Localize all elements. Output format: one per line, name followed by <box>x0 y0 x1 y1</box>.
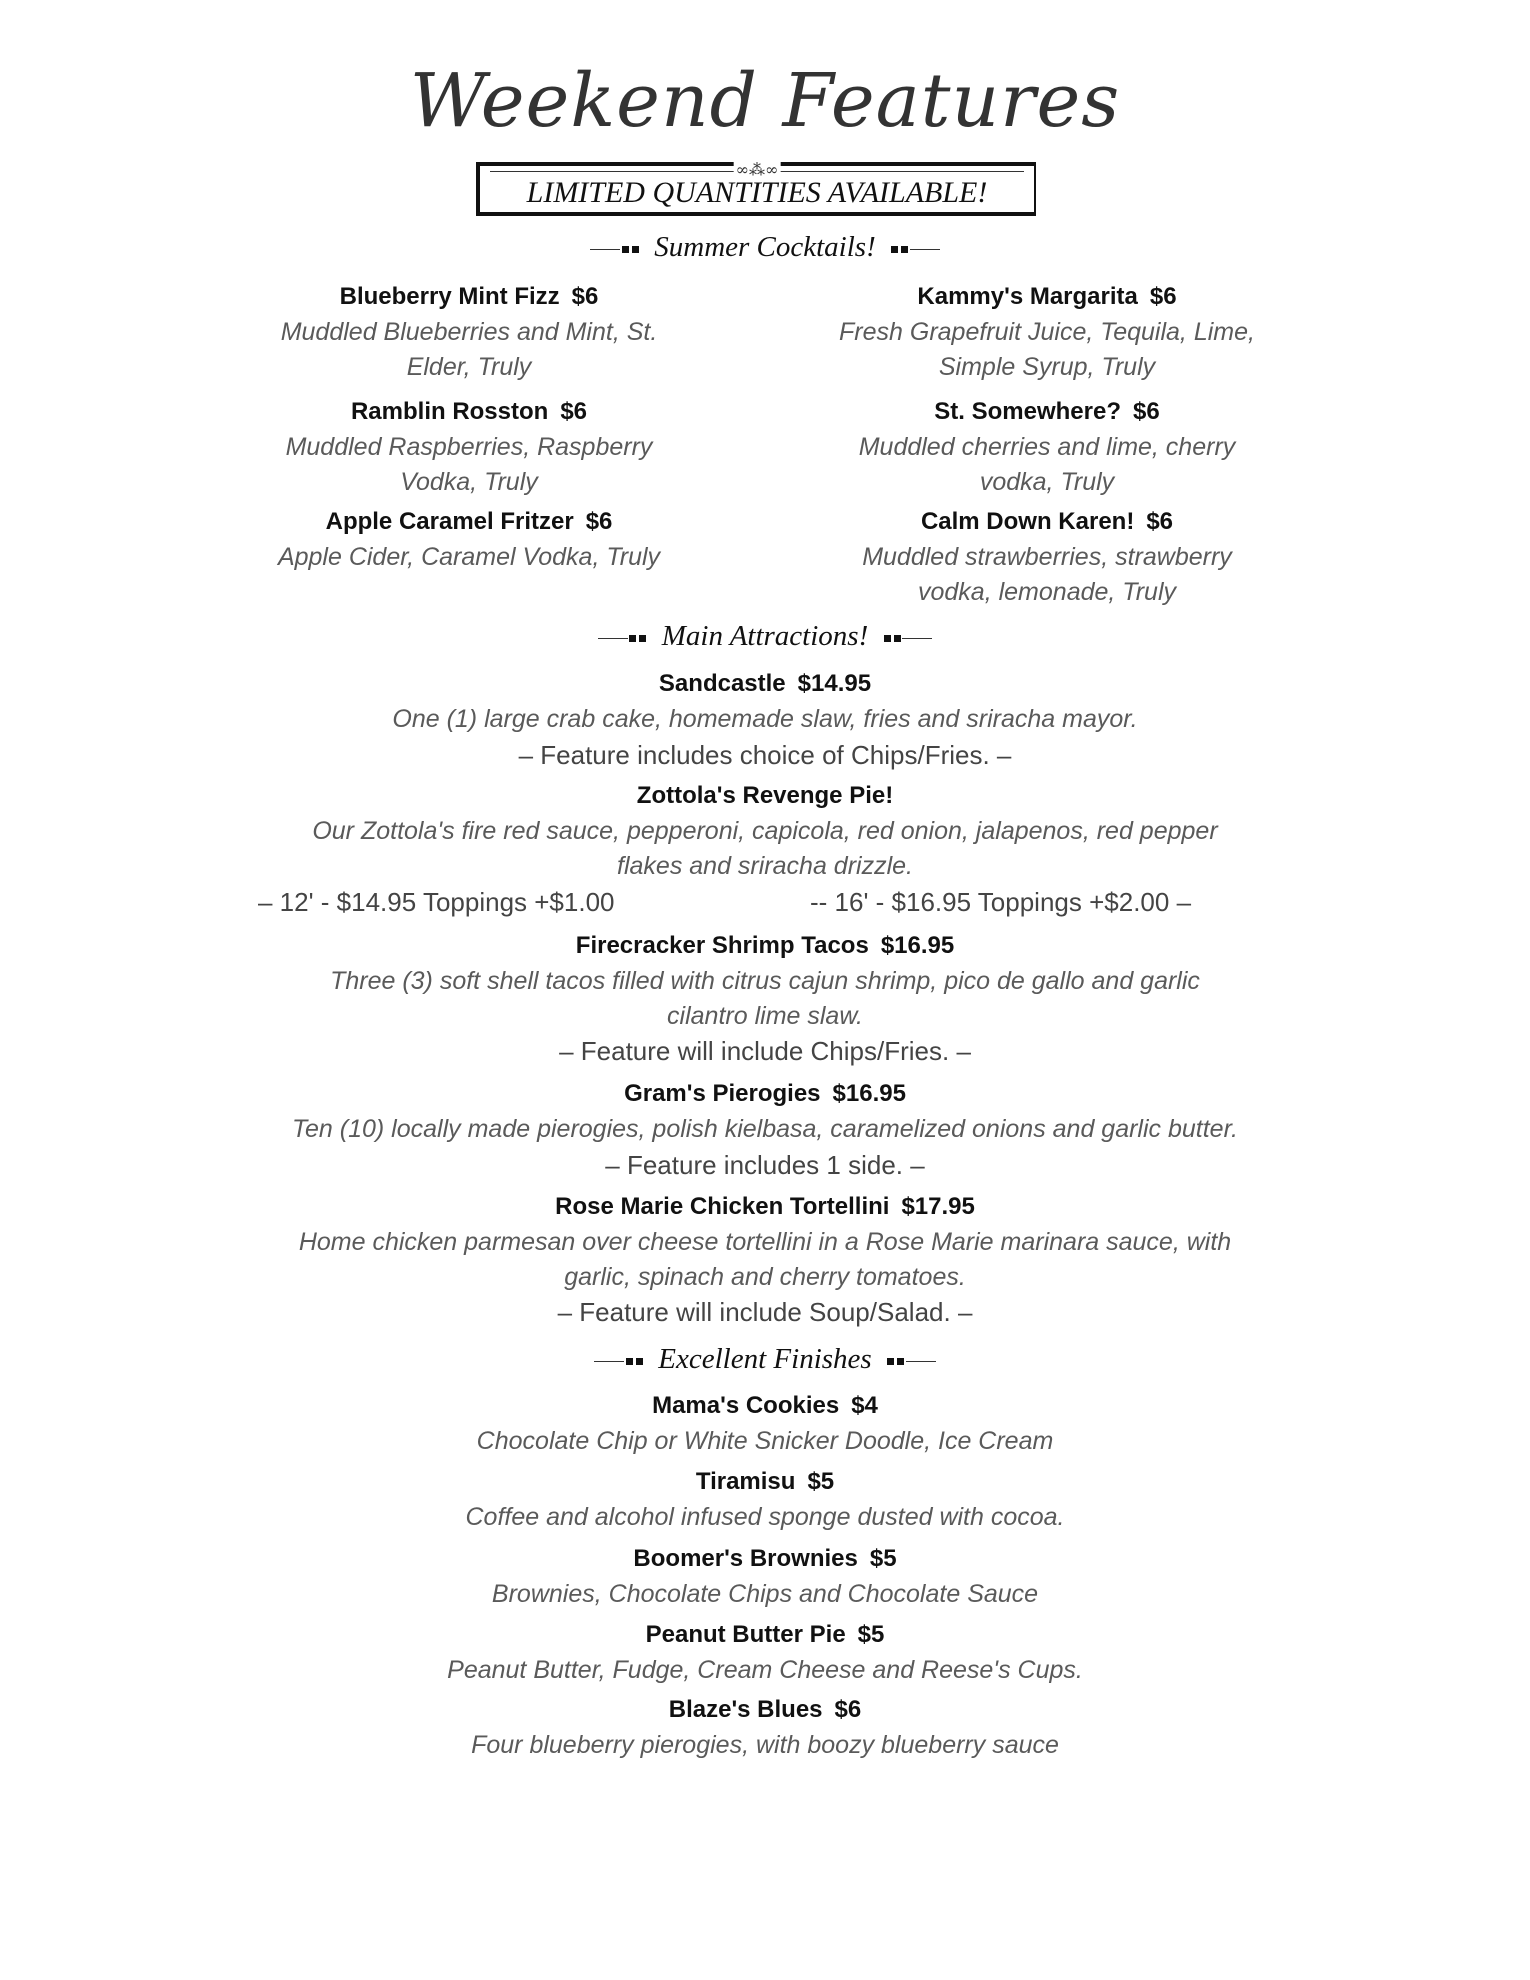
menu-item-desc: Muddled strawberries, strawberry <box>862 543 1232 571</box>
menu-item-note: – Feature includes choice of Chips/Fries. – <box>518 740 1012 770</box>
limited-quantities-banner <box>476 162 1036 216</box>
menu-item-name: Ramblin Rosston $6 <box>350 398 588 425</box>
price: $6 <box>571 283 599 310</box>
menu-item-name: Mama's Cookies $4 <box>652 1392 878 1419</box>
price: $5 <box>807 1468 835 1495</box>
price: $4 <box>851 1392 878 1419</box>
menu-item-desc: Muddled cherries and lime, cherry <box>858 433 1236 461</box>
menu-item-name: Kammy's Margarita $6 <box>917 283 1177 310</box>
menu-item-name: Sandcastle $14.95 <box>658 670 872 697</box>
price: $16.95 <box>880 932 955 959</box>
menu-item-desc: cilantro lime slaw. <box>667 1002 863 1030</box>
menu-item-name: Peanut Butter Pie $5 <box>645 1621 885 1648</box>
menu-item-name: Firecracker Shrimp Tacos $16.95 <box>575 932 955 959</box>
menu-item-name: Blaze's Blues $6 <box>668 1696 862 1723</box>
section-header-cocktails <box>0 229 1530 265</box>
menu-item-desc: garlic, spinach and cherry tomatoes. <box>564 1263 966 1291</box>
menu-item-desc: Elder, Truly <box>406 353 532 381</box>
menu-item-desc: Peanut Butter, Fudge, Cream Cheese and Reese's Cups. <box>447 1656 1083 1684</box>
price: $17.95 <box>901 1193 975 1220</box>
price: $6 <box>1149 283 1177 310</box>
section-header-desserts <box>0 1341 1530 1377</box>
menu-item-note: – Feature will include Soup/Salad. – <box>557 1297 973 1327</box>
price: $6 <box>834 1696 862 1723</box>
menu-item-desc: Coffee and alcohol infused sponge dusted with cocoa. <box>465 1503 1065 1531</box>
price: $5 <box>869 1545 897 1572</box>
price: $6 <box>585 508 613 535</box>
banner-text: LIMITED QUANTITIES AVAILABLE! <box>526 176 988 209</box>
menu-item-desc: Apple Cider, Caramel Vodka, Truly <box>277 543 661 571</box>
menu-item-desc: Four blueberry pierogies, with boozy blueberry sauce <box>471 1731 1059 1759</box>
menu-item-name: Boomer's Brownies $5 <box>633 1545 897 1572</box>
price: $14.95 <box>797 670 872 697</box>
menu-item-desc: vodka, lemonade, Truly <box>918 578 1176 606</box>
menu-item-desc: Muddled Blueberries and Mint, St. <box>280 318 658 346</box>
menu-item-name: St. Somewhere? $6 <box>934 398 1160 425</box>
menu-item-note: – Feature will include Chips/Fries. – <box>559 1036 971 1066</box>
menu-item-name: Apple Caramel Fritzer $6 <box>325 508 613 535</box>
menu-item-desc: Chocolate Chip or White Snicker Doodle, Ice Cream <box>476 1427 1054 1455</box>
menu-item-desc: Brownies, Chocolate Chips and Chocolate Sauce <box>491 1580 1039 1608</box>
price: $6 <box>560 398 588 425</box>
menu-item-desc: Our Zottola's fire red sauce, pepperoni, capicola, red onion, jalapenos, red pepper <box>312 817 1218 845</box>
section-title: Main Attractions! <box>661 620 869 652</box>
menu-item-desc: Ten (10) locally made pierogies, polish kielbasa, caramelized onions and garlic butter. <box>292 1115 1238 1143</box>
menu-item-desc: vodka, Truly <box>979 468 1115 496</box>
price: $6 <box>1133 398 1160 425</box>
menu-item-desc: Three (3) soft shell tacos filled with citrus cajun shrimp, pico de gallo and garlic <box>330 967 1200 995</box>
menu-item-desc: Fresh Grapefruit Juice, Tequila, Lime, <box>839 318 1255 346</box>
section-title: Excellent Finishes <box>658 1343 872 1375</box>
menu-item-name: Calm Down Karen! $6 <box>920 508 1174 535</box>
menu-item-desc: One (1) large crab cake, homemade slaw, fries and sriracha mayor. <box>392 705 1138 733</box>
menu-item-note: – Feature includes 1 side. – <box>605 1150 925 1180</box>
menu-item-name: Zottola's Revenge Pie! <box>636 782 894 809</box>
menu-item-name: Tiramisu $5 <box>695 1468 835 1495</box>
price: $16.95 <box>832 1080 906 1107</box>
menu-item-name: Gram's Pierogies $16.95 <box>624 1080 906 1107</box>
pizza-size-12: – 12' - $14.95 Toppings +$1.00 <box>258 887 615 917</box>
menu-item-desc: flakes and sriracha drizzle. <box>617 852 913 880</box>
page-title: Weekend Features <box>409 58 1121 144</box>
menu-item-name: Rose Marie Chicken Tortellini $17.95 <box>555 1193 975 1220</box>
menu-item-desc: Home chicken parmesan over cheese tortellini in a Rose Marie marinara sauce, with <box>298 1228 1232 1256</box>
menu-item-desc: Simple Syrup, Truly <box>938 353 1156 381</box>
flourish-icon: ∞⁂∞ <box>735 160 779 179</box>
menu-item-desc: Vodka, Truly <box>400 468 538 496</box>
section-title: Summer Cocktails! <box>654 231 876 263</box>
price: $6 <box>1146 508 1174 535</box>
section-header-mains <box>0 618 1530 654</box>
menu-item-name: Blueberry Mint Fizz $6 <box>339 283 599 310</box>
price: $5 <box>857 1621 885 1648</box>
menu-item-desc: Muddled Raspberries, Raspberry <box>285 433 653 461</box>
pizza-size-16: -- 16' - $16.95 Toppings +$2.00 – <box>810 887 1192 917</box>
